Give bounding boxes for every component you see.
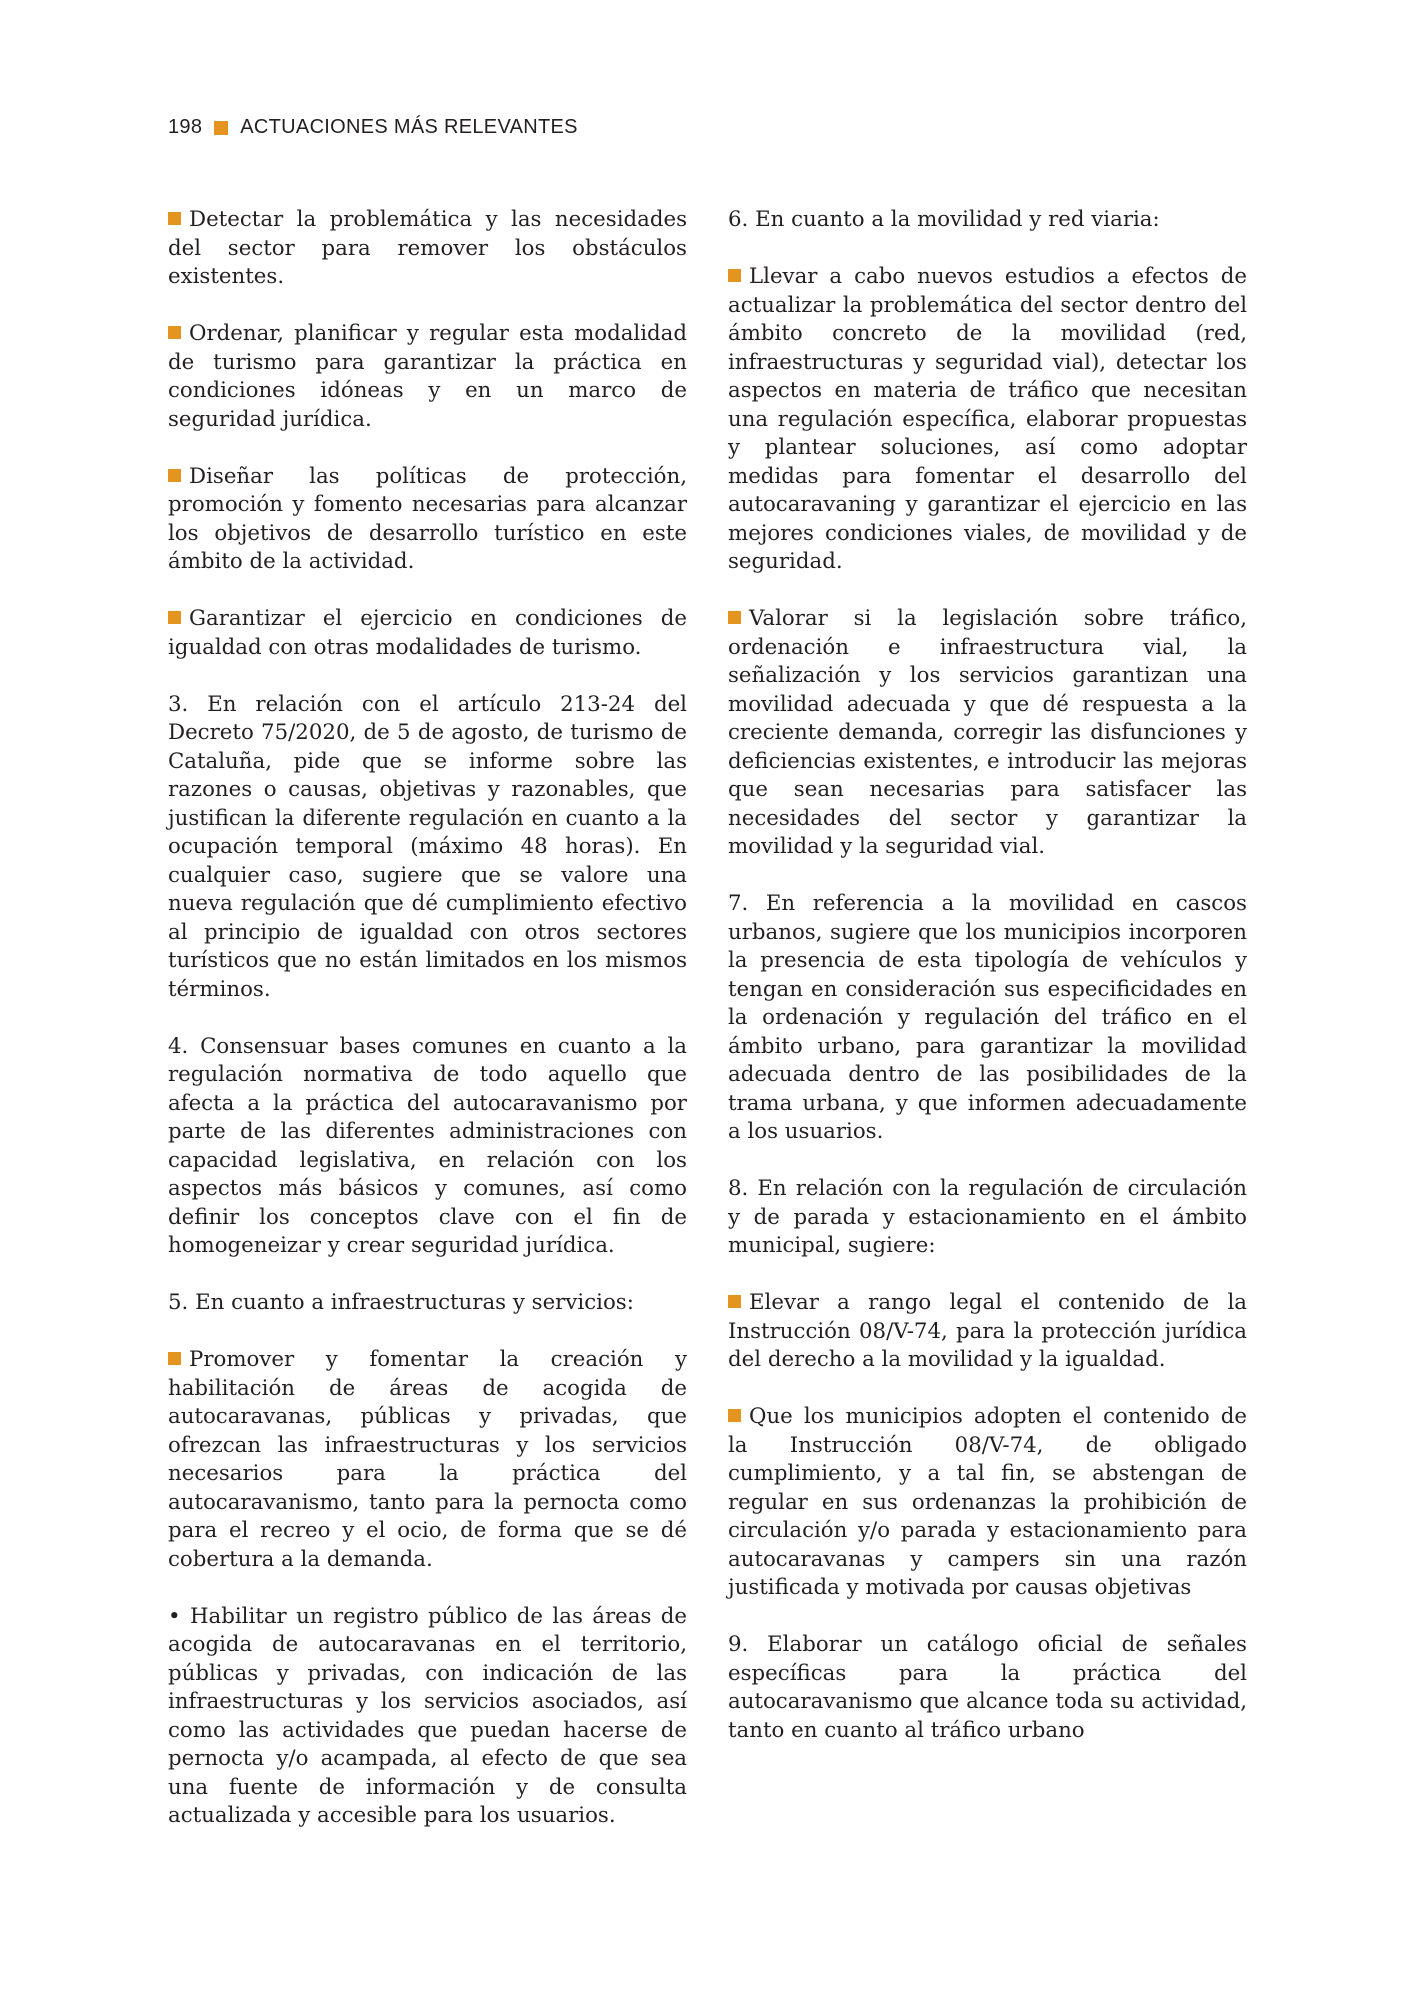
paragraph xyxy=(168,320,687,434)
paragraph-text: Ordenar, planificar y regular esta modalidad de turismo para garantizar la práctica en condiciones idóneas y en un marco de seguridad jurídica. xyxy=(168,321,687,432)
paragraph-text: • Habilitar un registro público de las áreas de acogida de autocaravanas en el territorio, públicas y privadas, con indicación de las infraestructuras y los servicios asociados, así como las actividades que puedan hacerse de pernocta y/o acampada, al efecto de que sea una fuente de información y de consulta actualizada y accesible para los usuarios. xyxy=(168,1603,687,1828)
paragraph xyxy=(728,890,1247,1147)
page-header xyxy=(168,116,578,139)
orange-bullet-icon xyxy=(728,269,741,282)
paragraph xyxy=(728,1175,1247,1261)
paragraph-text: 4. Consensuar bases comunes en cuanto a la regulación normativa de todo aquello que afecta a la práctica del autocaravanismo por parte de las diferentes administraciones con capacidad legislativa, en relación con los aspectos más básicos y comunes, así como definir los conceptos clave con el fin de homogeneizar y crear seguridad jurídica. xyxy=(168,1033,687,1258)
paragraph xyxy=(168,1346,687,1574)
orange-square-icon xyxy=(214,121,228,135)
right-column xyxy=(728,206,1247,1774)
orange-bullet-icon xyxy=(168,1352,181,1365)
paragraph xyxy=(728,263,1247,577)
paragraph xyxy=(728,1289,1247,1375)
paragraph xyxy=(168,691,687,1005)
orange-bullet-icon xyxy=(168,212,181,225)
paragraph-text: 9. Elaborar un catálogo oficial de señales específicas para la práctica del autocaravanismo que alcance toda su actividad, tanto en cuanto al tráfico urbano xyxy=(728,1632,1247,1743)
paragraph xyxy=(728,1403,1247,1603)
paragraph xyxy=(728,605,1247,862)
paragraph-text: Detectar la problemática y las necesidades del sector para remover los obstáculos existentes. xyxy=(168,207,687,289)
paragraph-text: 5. En cuanto a infraestructuras y servicios: xyxy=(168,1290,634,1315)
paragraph-text: Promover y fomentar la creación y habilitación de áreas de acogida de autocaravanas, públicas y privadas, que ofrezcan las infraestructuras y los servicios necesarios para la práctica del autocaravanismo, tanto para la pernocta como para el recreo y el ocio, de forma que se dé cobertura a la demanda. xyxy=(168,1347,687,1572)
paragraph xyxy=(728,1631,1247,1745)
paragraph-text: Garantizar el ejercicio en condiciones de igualdad con otras modalidades de turismo. xyxy=(168,606,687,660)
orange-bullet-icon xyxy=(168,611,181,624)
paragraph-text: Valorar si la legislación sobre tráfico, ordenación e infraestructura vial, la señalización y los servicios garantizan una movilidad adecuada y que dé respuesta a la creciente demanda, corregir las disfunciones y deficiencias existentes, e introducir las mejoras que sean necesarias para satisfacer las necesidades del sector y garantizar la movilidad y la seguridad vial. xyxy=(728,606,1247,859)
paragraph-text: 3. En relación con el artículo 213-24 del Decreto 75/2020, de 5 de agosto, de turismo de Cataluña, pide que se informe sobre las razones o causas, objetivas y razonables, que justifican la diferente regulación en cuanto a la ocupación temporal (máximo 48 horas). En cualquier caso, sugiere que se valore una nueva regulación que dé cumplimiento efectivo al principio de igualdad con otros sectores turísticos que no están limitados en los mismos términos. xyxy=(168,691,687,1002)
paragraph xyxy=(168,1033,687,1261)
left-column xyxy=(168,206,687,1859)
paragraph-text: 8. En relación con la regulación de circulación y de parada y estacionamiento en el ámbito municipal, sugiere: xyxy=(728,1176,1247,1258)
orange-bullet-icon xyxy=(168,326,181,339)
paragraph xyxy=(168,463,687,577)
orange-bullet-icon xyxy=(728,1409,741,1422)
orange-bullet-icon xyxy=(168,469,181,482)
orange-bullet-icon xyxy=(728,1295,741,1308)
paragraph-text: Que los municipios adopten el contenido de la Instrucción 08/V-74, de obligado cumplimiento, y a tal fin, se abstengan de regular en sus ordenanzas la prohibición de circulación y/o parada y estacionamiento para autocaravanas y campers sin una razón justificada y motivada por causas objetivas xyxy=(728,1404,1247,1600)
paragraph-text: Diseñar las políticas de protección, promoción y fomento necesarias para alcanzar los objetivos de desarrollo turístico en este ámbito de la actividad. xyxy=(168,463,687,574)
paragraph-text: 7. En referencia a la movilidad en cascos urbanos, sugiere que los municipios incorporen la presencia de esta tipología de vehículos y tengan en consideración sus especificidades en la ordenación y regulación del tráfico en el ámbito urbano, para garantizar la movilidad adecuada dentro de las posibilidades de la trama urbana, y que informen adecuadamente a los usuarios. xyxy=(728,891,1247,1144)
page-number: 198 xyxy=(168,116,203,138)
paragraph xyxy=(168,1289,687,1318)
paragraph-text: 6. En cuanto a la movilidad y red viaria: xyxy=(728,207,1160,232)
paragraph xyxy=(168,1603,687,1831)
paragraph-text: Llevar a cabo nuevos estudios a efectos de actualizar la problemática del sector dentro del ámbito concreto de la movilidad (red, infraestructuras y seguridad vial), detectar los aspectos en materia de tráfico que necesitan una regulación específica, elaborar propuestas y plantear soluciones, así como adoptar medidas para fomentar el desarrollo del autocaravaning y garantizar el ejercicio en las mejores condiciones viales, de movilidad y de seguridad. xyxy=(728,264,1247,574)
paragraph xyxy=(168,206,687,292)
paragraph-text: Elevar a rango legal el contenido de la Instrucción 08/V-74, para la protección jurídica del derecho a la movilidad y la igualdad. xyxy=(728,1290,1247,1372)
orange-bullet-icon xyxy=(728,611,741,624)
paragraph xyxy=(728,206,1247,235)
section-title: ACTUACIONES MÁS RELEVANTES xyxy=(240,116,578,138)
paragraph xyxy=(168,605,687,662)
